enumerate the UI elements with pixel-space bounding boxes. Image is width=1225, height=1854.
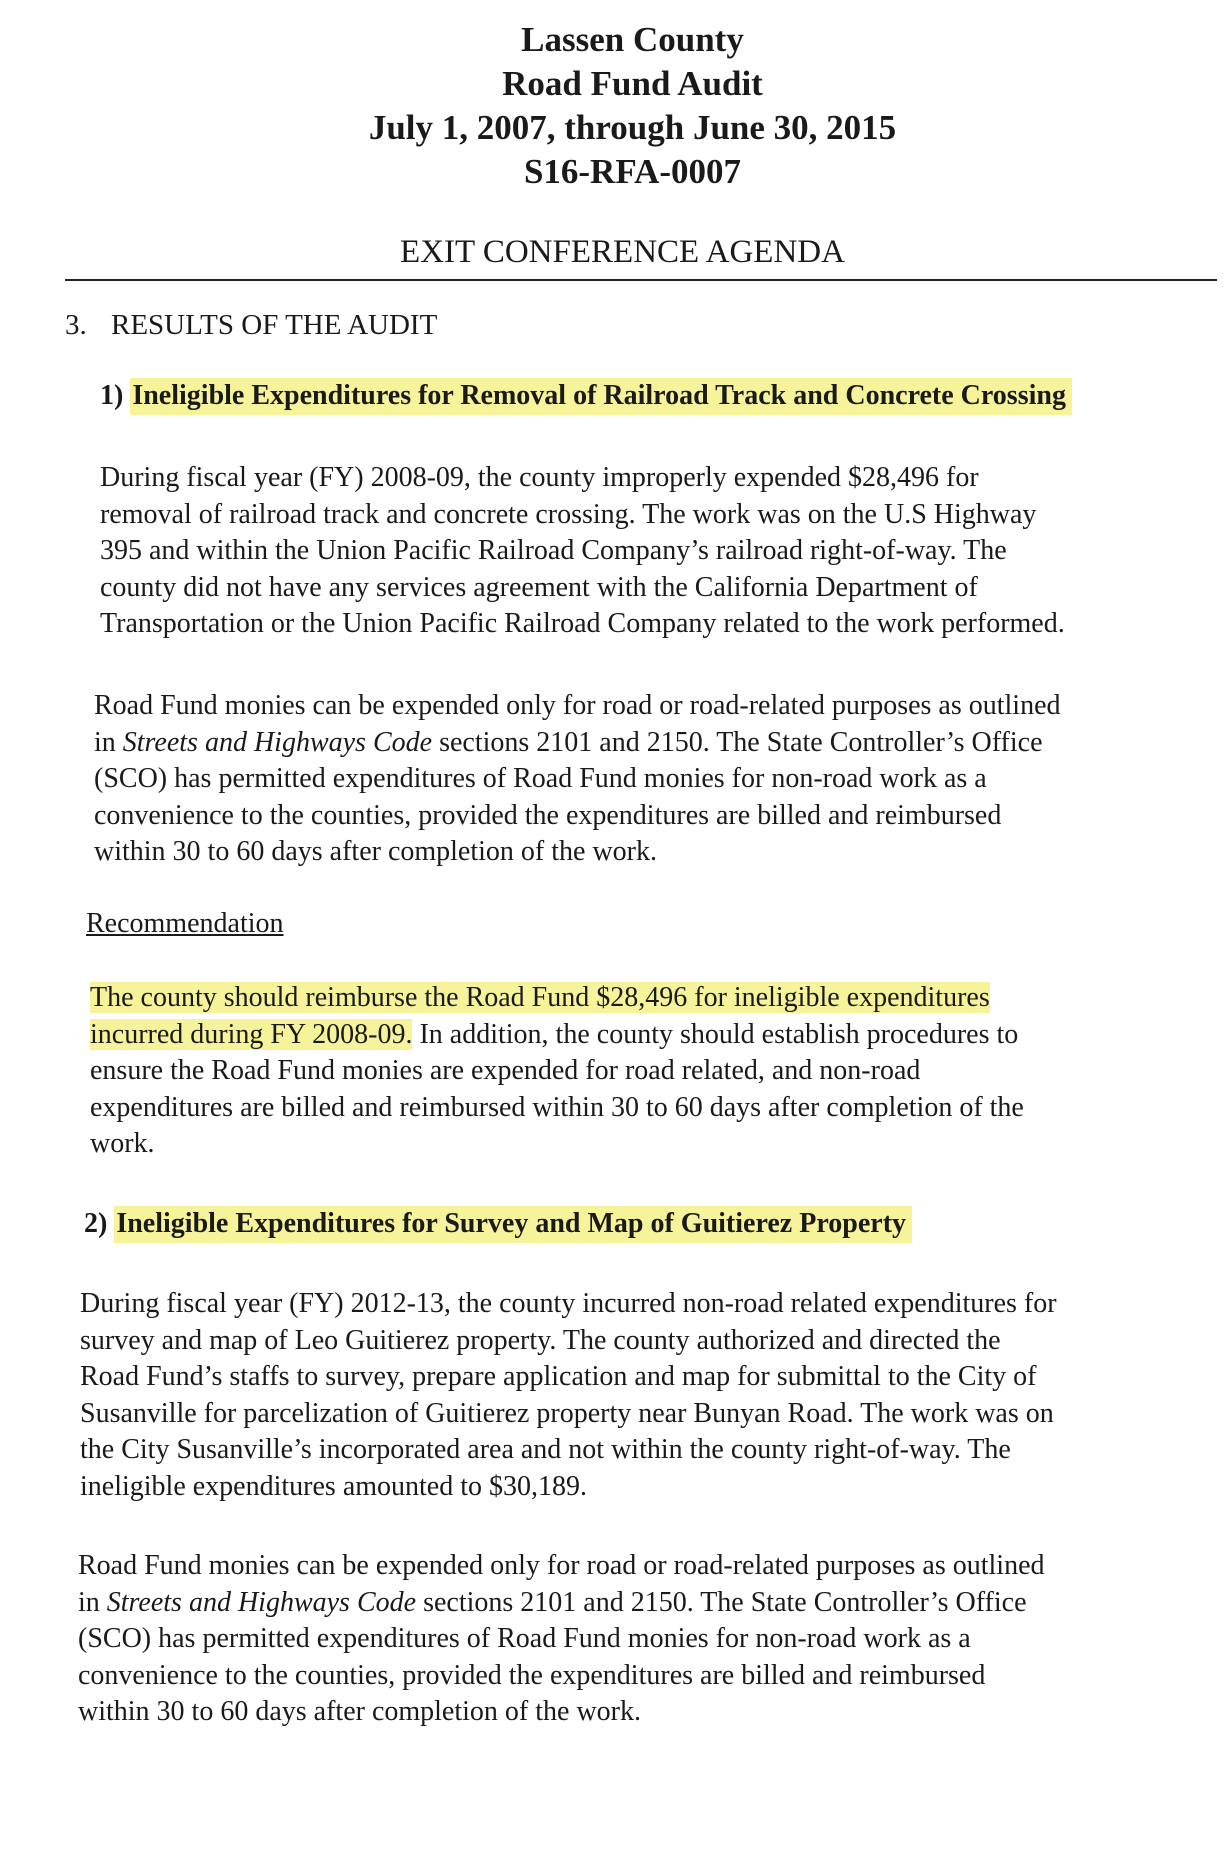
finding-2-paragraph-2 [78,1548,1045,1731]
recommendation-label: Recommendation [86,908,284,939]
county-name: Lassen County [521,20,744,59]
text-line: ensure the Road Fund monies are expended for road related, and non-road [90,1055,921,1086]
text-line: removal of railroad track and concrete crossing. The work was on the U.S Highway [100,498,1037,530]
text-line [90,980,1024,1017]
text-line: 395 and within the Union Pacific Railroad Company’s railroad right-of-way. The [100,535,1007,566]
audit-title: Road Fund Audit [502,64,763,103]
section-heading [65,306,437,344]
finding-1-paragraph-2 [94,688,1061,871]
text-line: convenience to the counties, provided the expenditures are billed and reimbursed [78,1659,986,1691]
header-divider [65,279,1217,281]
text-line: incurred during FY 2008-09. In addition, the county should establish procedures to [90,1018,1019,1050]
recommendation-highlight: incurred during FY 2008-09. [90,1018,413,1050]
audit-number: S16-RFA-0007 [523,152,742,191]
text-line: Road Fund’s staffs to survey, prepare application and map for submittal to the City of [80,1361,1037,1392]
text-line: Road Fund monies can be expended only for road or road-related purposes as outlined [94,690,1061,721]
finding-1-paragraph-1 [100,460,1065,643]
text-line: within 30 to 60 days after completion of the work. [94,836,657,867]
audit-period: July 1, 2007, through June 30, 2015 [368,108,897,147]
recommendation-highlight: The county should reimburse the Road Fund $28,496 for ineligible expenditures [90,982,990,1013]
text-line: (SCO) has permitted expenditures of Road Fund monies for non-road work as a [78,1623,971,1654]
text-line: in Streets and Highways Code sections 2101 and 2150. The State Controller’s Office [94,726,1043,758]
text-line: the City Susanville’s incorporated area and not within the county right-of-way. The [80,1434,1011,1465]
finding-2-number: 2) [84,1208,108,1239]
section-title: RESULTS OF THE AUDIT [111,309,438,341]
text-line: ineligible expenditures amounted to $30,189. [80,1470,588,1502]
finding-2-heading [84,1206,912,1242]
text-line: expenditures are billed and reimbursed within 30 to 60 days after completion of the [90,1091,1024,1123]
text-line: survey and map of Leo Guitierez property. The county authorized and directed the [80,1324,1001,1356]
text-line: in Streets and Highways Code sections 2101 and 2150. The State Controller’s Office [78,1586,1027,1618]
finding-1-title: Ineligible Expenditures for Removal of Railroad Track and Concrete Crossing [130,378,1072,415]
finding-2-title: Ineligible Expenditures for Survey and Map of Guitierez Property [114,1206,912,1243]
code-citation: Streets and Highways Code [122,726,433,758]
finding-2-paragraph-1 [80,1286,1057,1505]
text-line: county did not have any services agreement with the California Department of [100,571,978,603]
finding-1-heading [100,378,1072,414]
text-line: (SCO) has permitted expenditures of Road Fund monies for non-road work as a [94,763,987,794]
text-line: work. [90,1128,155,1159]
text-line: Susanville for parcelization of Guitierez property near Bunyan Road. The work was on [80,1397,1054,1429]
document-header [0,18,1225,194]
text-line: During fiscal year (FY) 2008-09, the county improperly expended $28,496 for [100,462,979,493]
text-line: Transportation or the Union Pacific Railroad Company related to the work performed. [100,608,1065,639]
code-citation: Streets and Highways Code [106,1586,417,1618]
text-line: convenience to the counties, provided the expenditures are billed and reimbursed [94,799,1002,831]
text-line: within 30 to 60 days after completion of the work. [78,1696,641,1727]
recommendation-paragraph [90,980,1024,1163]
text-line: Road Fund monies can be expended only for road or road-related purposes as outlined [78,1550,1045,1581]
text-line: During fiscal year (FY) 2012-13, the county incurred non-road related expenditures for [80,1288,1057,1319]
agenda-title: EXIT CONFERENCE AGENDA [400,234,845,270]
section-number: 3. [65,309,87,341]
finding-1-number: 1) [100,380,124,411]
